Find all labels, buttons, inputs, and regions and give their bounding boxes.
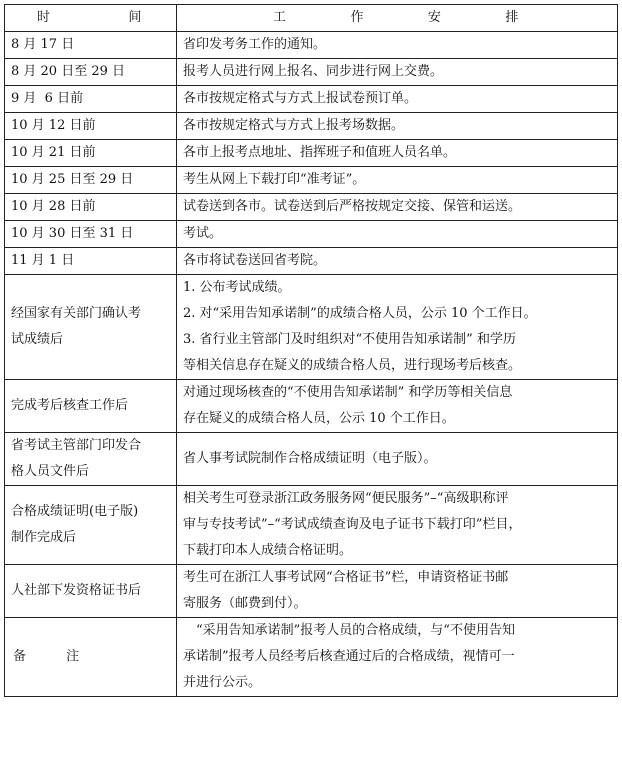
schedule-table: [4, 4, 618, 697]
task-line: 承诺制”报考人员经考后核查通过后的合格成绩，视情可一: [183, 649, 515, 664]
time-cell: 10 月 28 日前: [5, 194, 177, 221]
remark-label-cell: [5, 618, 177, 697]
time-cell: 9 月 6 日前: [5, 86, 177, 113]
header-time-char: 间: [128, 10, 144, 25]
time-line: 制作完成后: [11, 530, 77, 545]
time-cell: 8 月 17 日: [5, 32, 177, 59]
time-line: 省考试主管部门印发合: [11, 438, 142, 453]
task-line: 寄服务（邮费到付）。: [183, 596, 307, 611]
header-task-char: 工: [273, 10, 289, 25]
task-line: 等相关信息存在疑义的成绩合格人员，进行现场考后核查。: [183, 358, 522, 373]
task-cell: 试卷送到各市。试卷送到后严格按规定交接、保管和运送。: [177, 194, 618, 221]
task-line: 3. 省行业主管部门及时组织对“不使用告知承诺制” 和学历: [183, 332, 516, 347]
table-row: [5, 275, 618, 380]
task-cell: 省印发考务工作的通知。: [177, 32, 618, 59]
time-cell: 10 月 12 日前: [5, 113, 177, 140]
time-line: 人社部下发资格证书后: [11, 583, 142, 598]
table-row: [5, 167, 618, 194]
table-row: [5, 194, 618, 221]
time-cell: 8 月 20 日至 29 日: [5, 59, 177, 86]
task-cell: [177, 486, 618, 565]
time-cell: 10 月 30 日至 31 日: [5, 221, 177, 248]
task-line: 存在疑义的成绩合格人员，公示 10 个工作日。: [183, 411, 455, 426]
time-cell: [5, 433, 177, 486]
task-line: 下载打印本人成绩合格证明。: [183, 543, 353, 558]
table-row: [5, 59, 618, 86]
task-cell: [177, 275, 618, 380]
header-time-char: 时: [37, 10, 53, 25]
remark-cell: [177, 618, 618, 697]
task-line: 1. 公布考试成绩。: [183, 280, 291, 295]
task-cell: [177, 380, 618, 433]
task-line: 并进行公示。: [183, 675, 262, 690]
time-cell: 10 月 25 日至 29 日: [5, 167, 177, 194]
table-row: [5, 248, 618, 275]
header-task-char: 排: [505, 10, 521, 25]
task-cell: [177, 433, 618, 486]
header-task: [177, 5, 618, 32]
table-row: [5, 86, 618, 113]
task-cell: 各市按规定格式与方式上报考场数据。: [177, 113, 618, 140]
time-line: 合格成绩证明(电子版): [11, 504, 139, 519]
table-row: [5, 140, 618, 167]
task-line: 相关考生可登录浙江政务服务网“便民服务”–“高级职称评: [183, 491, 509, 506]
time-line: 完成考后核查工作后: [11, 398, 129, 413]
time-cell: [5, 486, 177, 565]
header-task-char: 作: [350, 10, 367, 25]
time-cell: [5, 275, 177, 380]
header-task-char: 安: [427, 10, 444, 25]
table-row: [5, 221, 618, 248]
task-line: 省人事考试院制作合格成绩证明（电子版）。: [183, 451, 437, 466]
time-cell: 11 月 1 日: [5, 248, 177, 275]
task-cell: 各市将试卷送回省考院。: [177, 248, 618, 275]
table-row: [5, 565, 618, 618]
remark-label-char: 注: [66, 649, 80, 664]
task-cell: [177, 565, 618, 618]
task-line: 对通过现场核查的“不使用告知承诺制” 和学历等相关信息: [183, 385, 513, 400]
table-row: [5, 380, 618, 433]
time-line: 试成绩后: [11, 332, 64, 347]
task-line: 审与专技考试”–“考试成绩查询及电子证书下载打印”栏目，: [183, 517, 522, 532]
task-cell: 各市上报考点地址、指挥班子和值班人员名单。: [177, 140, 618, 167]
remark-label-char: 备: [13, 649, 27, 664]
task-line: 2. 对“采用告知承诺制”的成绩合格人员，公示 10 个工作日。: [183, 306, 537, 321]
table-row: [5, 32, 618, 59]
table-row: [5, 433, 618, 486]
task-line: “采用告知承诺制”报考人员的合格成绩，与“不使用告知: [196, 623, 515, 638]
time-cell: [5, 380, 177, 433]
task-cell: 各市按规定格式与方式上报试卷预订单。: [177, 86, 618, 113]
time-line: 格人员文件后: [11, 464, 90, 479]
time-line: 经国家有关部门确认考: [11, 306, 142, 321]
time-cell: [5, 565, 177, 618]
table-row: [5, 618, 618, 697]
table-row: [5, 486, 618, 565]
task-cell: 考生从网上下载打印“准考证”。: [177, 167, 618, 194]
header-time: [5, 5, 177, 32]
time-cell: 10 月 21 日前: [5, 140, 177, 167]
table-header-row: [5, 5, 618, 32]
task-cell: 报考人员进行网上报名、同步进行网上交费。: [177, 59, 618, 86]
task-line: 考生可在浙江人事考试网“合格证书”栏，申请资格证书邮: [183, 570, 509, 585]
task-cell: 考试。: [177, 221, 618, 248]
table-row: [5, 113, 618, 140]
